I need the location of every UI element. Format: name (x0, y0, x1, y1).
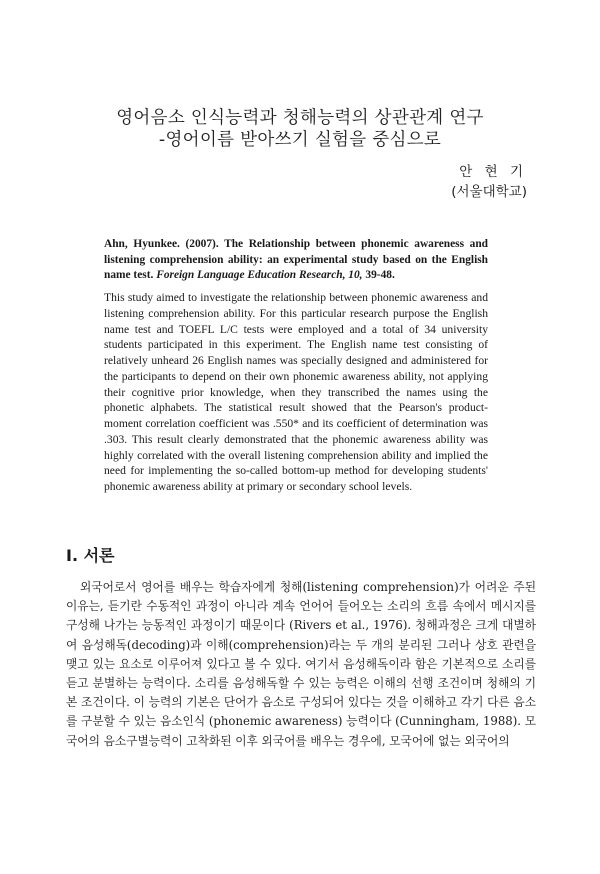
citation-journal: Foreign Language Education Research, 10, (156, 269, 363, 281)
citation-text: Ahn, Hyunkee. (2007). The Relationship between phonemic awareness and listening comprehension ability: an experimental study based on the English name test. (104, 238, 488, 281)
author-name: 안 현 기 (459, 164, 527, 180)
paper-subtitle: -영어이름 받아쓰기 실험을 중심으로 (158, 130, 442, 150)
section-body: 외국어로서 영어를 배우는 학습자에게 청해(listening comprehension)가 어려운 주된 이유는, 듣기란 수동적인 과정이 아니라 계속 언어어 들어오는 소리의 흐름 속에서 메시지를 구성해 나가는 능동적인 과정이기 때문이다 (Rivers et al., 1976). 청해과정은 크게 대별하여 음성해독(decoding)과 이해(comprehension)라는 두 개의 분리된 그러나 상호 관련을 맺고 있는 요소로 이루어져 있다고 볼 수 있다. 여기서 음성해독이라 함은 기본적으로 소리를 듣고 분별하는 능력이다. 소리를 음성해독할 수 있는 능력은 이해의 선행 조건이며 청해의 기본 조건이다. 이 능력의 기본은 단어가 음소로 구성되어 있다는 것을 이해하고 각기 다른 음소를 구분할 수 있는 음소인식 (phonemic awareness) 능력이다 (Cunningham, 1988). 모국어의 음소구별능력이 고착화된 이후 외국어를 배우는 경우에, 모국어에 없는 외국어의 (66, 580, 536, 748)
citation (104, 237, 488, 284)
citation-pages: 39-48. (365, 269, 395, 281)
author-affiliation: (서울대학교) (451, 184, 527, 200)
paper-title: 영어음소 인식능력과 청해능력의 상관관계 연구 (116, 108, 484, 128)
section-heading: I. 서론 (66, 546, 115, 565)
abstract: This study aimed to investigate the relationship between phonemic awareness and listening comprehension ability. For this particular research purpose the English name test and TOEFL L/C tests were employed and a total of 34 university students participated in this experiment. The English name test consisting of relatively unheard 26 English names was specially designed and administered for the participants to depend on their own phonemic awareness ability, not applying their cognitive prior knowledge, when they transcribed the names using the phonetic alphabets. The statistical result showed that the Pearson's product-moment correlation coefficient was .550* and its coefficient of determination was .303. This result clearly demonstrated that the phonemic awareness ability was highly correlated with the overall listening comprehension ability and implied the need for implementing the so-called bottom-up method for developing students' phonemic awareness ability at primary or secondary school levels. (104, 291, 488, 493)
